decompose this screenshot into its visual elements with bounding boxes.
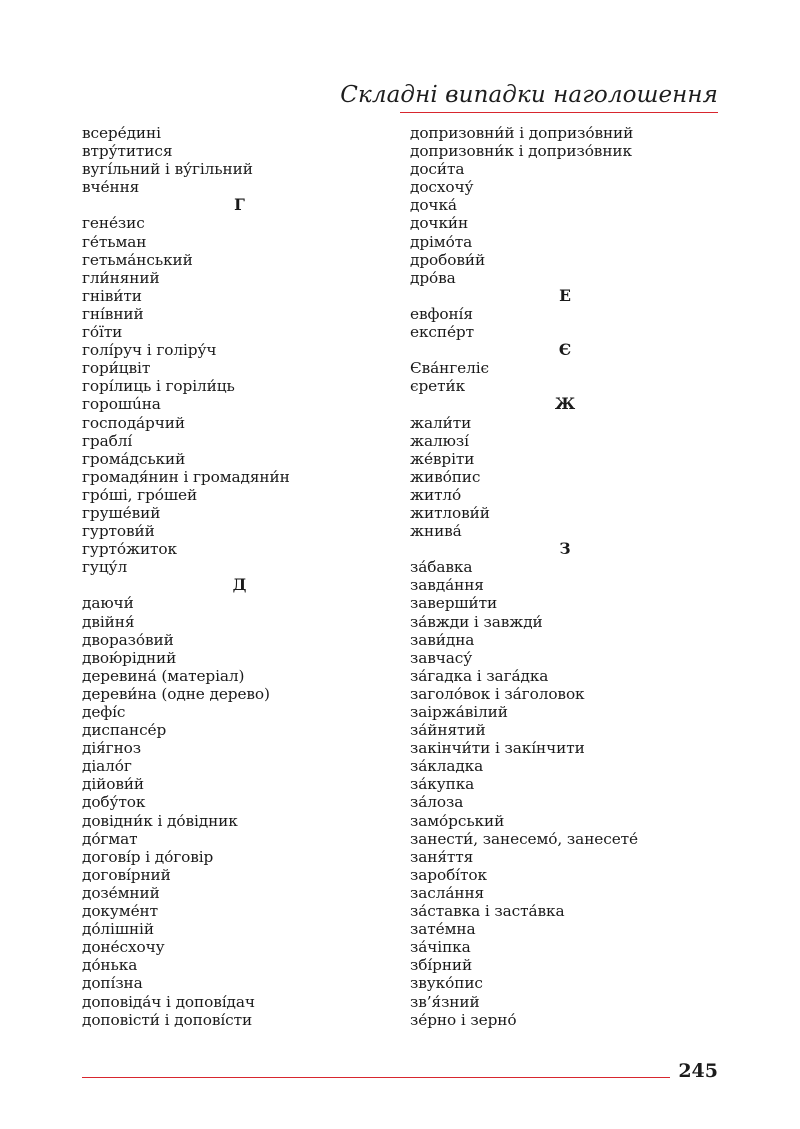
dictionary-entry: довідни́к і до́відник <box>82 811 238 830</box>
right-column <box>410 124 720 1029</box>
dictionary-entry: же́врiти <box>410 449 475 468</box>
dictionary-entry: за́ставка і заста́вка <box>410 902 565 921</box>
dictionary-entry: ге́тьман <box>82 232 147 251</box>
dictionary-entry: жали́ти <box>410 413 472 432</box>
dictionary-entry: доповіда́ч і допові́дач <box>82 992 255 1011</box>
dictionary-entry: за́вжди і завжди́ <box>410 612 543 631</box>
dictionary-entry: за́лоза <box>410 793 464 812</box>
dictionary-entry: допризовни́к і допризо́вник <box>410 142 632 161</box>
dictionary-entry: єрети́к <box>410 377 466 396</box>
dictionary-entry: дочка́ <box>410 196 457 215</box>
dictionary-entry: жалюзі́ <box>410 431 469 450</box>
dictionary-entry: дро́ва <box>410 268 456 287</box>
dictionary-entry: за́бавка <box>410 558 473 577</box>
dictionary-entry: двійня́ <box>82 612 135 631</box>
dictionary-entry: жнива́ <box>410 522 462 541</box>
dictionary-entry: заголо́вок і за́головок <box>410 684 585 703</box>
dictionary-entry: зави́дна <box>410 630 475 649</box>
section-letter-heading: Ж <box>554 394 576 414</box>
dictionary-entry: гене́зис <box>82 214 145 233</box>
dictionary-entry: житло́ <box>410 485 462 504</box>
section-letter-heading: Є <box>558 340 572 360</box>
dictionary-entry: догові́р і до́говір <box>82 847 214 866</box>
dictionary-entry: гуртови́й <box>82 522 155 541</box>
dictionary-entry: заіржа́вілий <box>410 703 508 721</box>
dictionary-entry: дереви́на (одне дерево) <box>82 684 270 703</box>
dictionary-entry: діало́г <box>82 757 132 776</box>
dictionary-entry: громадя́нин і громадяни́н <box>82 467 290 486</box>
dictionary-entry: заробі́ток <box>410 865 487 884</box>
dictionary-entry: за́кладка <box>410 757 484 776</box>
dictionary-entry: граблі́ <box>82 431 133 450</box>
dictionary-entry: житлови́й <box>410 503 490 522</box>
dictionary-entry: всере́дині <box>82 124 161 142</box>
dictionary-entry: груше́вий <box>82 503 161 522</box>
header-divider <box>400 112 718 113</box>
dictionary-entry: гніви́ти <box>82 286 142 305</box>
section-letter-heading: З <box>559 539 571 559</box>
dictionary-entry: гли́няний <box>82 268 160 287</box>
dictionary-entry: дочки́н <box>410 214 469 233</box>
dictionary-entry: вугі́льний і ву́гільний <box>82 160 253 179</box>
dictionary-entry: Єва́нгеліє <box>410 359 489 378</box>
dictionary-entry: грома́дський <box>82 449 186 468</box>
dictionary-entry: добу́ток <box>82 793 146 812</box>
dictionary-entry: заверши́ти <box>410 594 498 613</box>
dictionary-entry: до́лішній <box>82 920 154 939</box>
dictionary-entry: господа́рчий <box>82 413 185 432</box>
dictionary-entry: дійови́й <box>82 775 145 794</box>
dictionary-entry: горі́лиць і горіли́ць <box>82 377 235 396</box>
dictionary-entry: експе́рт <box>410 323 474 342</box>
dictionary-entry: дефі́с <box>82 703 126 721</box>
dictionary-entry: завда́ння <box>410 576 484 595</box>
dictionary-entry: деревина́ (матеріал) <box>82 666 245 685</box>
dictionary-entry: гро́ші, гро́шей <box>82 485 198 504</box>
dictionary-entry: закінчи́ти і закі́нчити <box>410 739 585 758</box>
dictionary-entry: зате́мна <box>410 920 476 939</box>
dictionary-entry: горошúна <box>82 395 161 414</box>
dictionary-entry: евфоні́я <box>410 304 473 323</box>
running-header-title: Складні випадки наголошення <box>340 82 718 108</box>
left-column <box>82 124 397 1029</box>
dictionary-entry: за́купка <box>410 775 475 794</box>
section-letter-heading: Г <box>234 195 245 215</box>
dictionary-entry: за́гадка і зага́дка <box>410 666 549 685</box>
dictionary-entry: занести́, занесемо́, занесете́ <box>410 829 638 848</box>
dictionary-entry: дрімо́та <box>410 232 473 251</box>
dictionary-entry: двою́рідний <box>82 648 177 667</box>
dictionary-entry: голі́руч і голіру́ч <box>82 341 217 360</box>
page-number: 245 <box>678 1060 718 1082</box>
section-letter-heading: Д <box>232 575 247 595</box>
dictionary-entry: допризовни́й і допризо́вний <box>410 124 634 142</box>
dictionary-entry: до́нька <box>82 956 138 975</box>
dictionary-entry: завчасу́ <box>410 648 473 667</box>
dictionary-entry: диспансе́р <box>82 721 167 740</box>
dictionary-entry: гори́цвіт <box>82 359 151 378</box>
footer-divider <box>82 1077 670 1078</box>
dictionary-entry: засла́ння <box>410 883 485 902</box>
dictionary-entry: звуко́пис <box>410 974 483 993</box>
dictionary-entry: збі́рний <box>410 956 473 975</box>
dictionary-entry: досхочу́ <box>410 178 474 197</box>
dictionary-entry: даючи́ <box>82 594 134 613</box>
dictionary-entry: го́їти <box>82 323 123 342</box>
dictionary-entry: двоpазо́вий <box>82 630 174 649</box>
dictionary-entry: гні́вний <box>82 304 144 323</box>
dictionary-entry: дробови́й <box>410 250 486 269</box>
dictionary-entry: до́гмат <box>82 829 138 848</box>
dictionary-entry: гурто́житок <box>82 540 177 559</box>
dictionary-entry: доповісти́ і допові́сти <box>82 1010 253 1029</box>
dictionary-entry: зв’я́зний <box>410 992 480 1011</box>
dictionary-entry: гуцу́л <box>82 558 128 577</box>
dictionary-entry: гетьма́нський <box>82 250 193 269</box>
dictionary-entry: доне́схочу <box>82 938 165 957</box>
dictionary-entry: замо́рський <box>410 811 505 830</box>
dictionary-entry: зе́рно і зерно́ <box>410 1010 517 1029</box>
dictionary-entry: живо́пис <box>410 467 481 486</box>
section-letter-heading: Е <box>559 285 571 305</box>
dictionary-entry: допі́зна <box>82 974 143 993</box>
dictionary-entry: за́чіпка <box>410 938 471 957</box>
dictionary-entry: втру́титися <box>82 142 173 161</box>
dictionary-entry: дія́гноз <box>82 739 142 758</box>
dictionary-entry: докуме́нт <box>82 902 158 921</box>
dictionary-entry: доси́та <box>410 160 465 179</box>
dictionary-entry: вче́ння <box>82 178 140 197</box>
dictionary-entry: за́йнятий <box>410 721 486 740</box>
dictionary-entry: дозе́мний <box>82 883 160 902</box>
dictionary-entry: заня́ття <box>410 847 474 866</box>
dictionary-entry: догові́рний <box>82 865 171 884</box>
